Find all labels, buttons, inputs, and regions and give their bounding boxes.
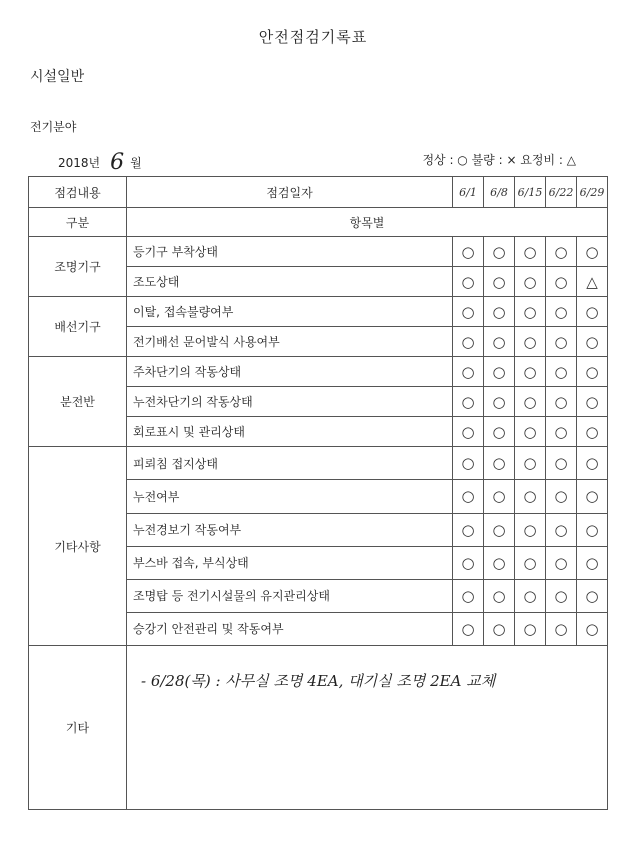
inspect-content-header: 점검내용 [29,177,127,208]
status-mark: ○ [577,546,608,579]
status-mark: ○ [484,417,515,447]
status-mark: ○ [453,387,484,417]
status-mark: ○ [453,579,484,612]
status-mark: ○ [577,417,608,447]
status-mark: ○ [577,612,608,645]
status-mark: ○ [484,513,515,546]
status-mark: ○ [546,447,577,480]
category-cell: 조명기구 [29,237,127,297]
status-mark: ○ [484,357,515,387]
date-header: 6/22 [546,177,577,208]
status-mark: ○ [515,237,546,267]
status-mark: ○ [484,447,515,480]
status-mark: ○ [453,480,484,513]
status-mark: ○ [546,579,577,612]
status-mark: ○ [577,327,608,357]
item-label: 부스바 접속, 부식상태 [127,546,453,579]
status-mark: △ [577,267,608,297]
item-label: 피뢰침 접지상태 [127,447,453,480]
status-mark: ○ [515,387,546,417]
status-mark: ○ [577,237,608,267]
item-label: 승강기 안전관리 및 작동여부 [127,612,453,645]
status-mark: ○ [546,327,577,357]
status-mark: ○ [546,297,577,327]
status-mark: ○ [453,267,484,297]
status-mark: ○ [546,612,577,645]
status-mark: ○ [515,447,546,480]
remarks-cell [127,645,608,809]
status-mark: ○ [484,237,515,267]
status-mark: ○ [546,387,577,417]
status-mark: ○ [546,546,577,579]
status-mark: ○ [453,327,484,357]
item-label: 조명탑 등 전기시설물의 유지관리상태 [127,579,453,612]
status-mark: ○ [484,267,515,297]
status-mark: ○ [515,357,546,387]
status-mark: ○ [577,357,608,387]
item-label: 누전여부 [127,480,453,513]
status-mark: ○ [453,612,484,645]
inspect-date-header: 점검일자 [127,177,453,208]
month-handwritten: 6 [110,150,125,175]
category-cell: 배선기구 [29,297,127,357]
item-label: 주차단기의 작동상태 [127,357,453,387]
status-mark: ○ [484,579,515,612]
date-header: 6/8 [484,177,515,208]
status-mark: ○ [515,267,546,297]
division-header: 구분 [29,208,127,237]
date-header: 6/15 [515,177,546,208]
facility-label: 시설일반 [30,69,85,85]
status-mark: ○ [546,480,577,513]
status-mark: ○ [453,357,484,387]
item-header: 항목별 [127,208,608,237]
date-header: 6/1 [453,177,484,208]
category-cell: 기타사항 [29,447,127,645]
status-mark: ○ [515,579,546,612]
status-mark: ○ [515,612,546,645]
field-label: 전기분야 [30,120,77,134]
status-mark: ○ [515,546,546,579]
status-mark: ○ [484,480,515,513]
status-mark: ○ [577,480,608,513]
year-label: 2018년 [58,156,101,170]
month-label: 월 [130,156,142,170]
status-mark: ○ [577,513,608,546]
date-header: 6/29 [577,177,608,208]
page-title: 안전점검기록표 [258,28,368,46]
status-mark: ○ [577,297,608,327]
item-label: 등기구 부착상태 [127,237,453,267]
status-legend: 정상 : ○ 불량 : × 요정비 : △ [422,153,576,167]
item-label: 회로표시 및 관리상태 [127,417,453,447]
inspection-table [28,176,608,810]
item-label: 누전차단기의 작동상태 [127,387,453,417]
status-mark: ○ [484,612,515,645]
status-mark: ○ [453,417,484,447]
status-mark: ○ [484,387,515,417]
period-line [58,150,142,175]
status-mark: ○ [453,546,484,579]
status-mark: ○ [453,237,484,267]
category-cell: 분전반 [29,357,127,447]
item-label: 누전경보기 작동여부 [127,513,453,546]
item-label: 전기배선 문어발식 사용여부 [127,327,453,357]
status-mark: ○ [453,513,484,546]
status-mark: ○ [515,480,546,513]
status-mark: ○ [515,417,546,447]
status-mark: ○ [577,387,608,417]
status-mark: ○ [484,546,515,579]
status-mark: ○ [453,297,484,327]
status-mark: ○ [577,579,608,612]
status-mark: ○ [484,297,515,327]
status-mark: ○ [515,513,546,546]
status-mark: ○ [546,357,577,387]
status-mark: ○ [515,297,546,327]
status-mark: ○ [577,447,608,480]
status-mark: ○ [515,327,546,357]
remarks-label: 기타 [29,645,127,809]
item-label: 조도상태 [127,267,453,297]
status-mark: ○ [453,447,484,480]
status-mark: ○ [484,327,515,357]
status-mark: ○ [546,513,577,546]
status-mark: ○ [546,267,577,297]
status-mark: ○ [546,237,577,267]
item-label: 이탈, 접속불량여부 [127,297,453,327]
remarks-note: - 6/28(목) : 사무실 조명 4EA, 대기실 조명 2EA 교체 [141,671,496,690]
status-mark: ○ [546,417,577,447]
